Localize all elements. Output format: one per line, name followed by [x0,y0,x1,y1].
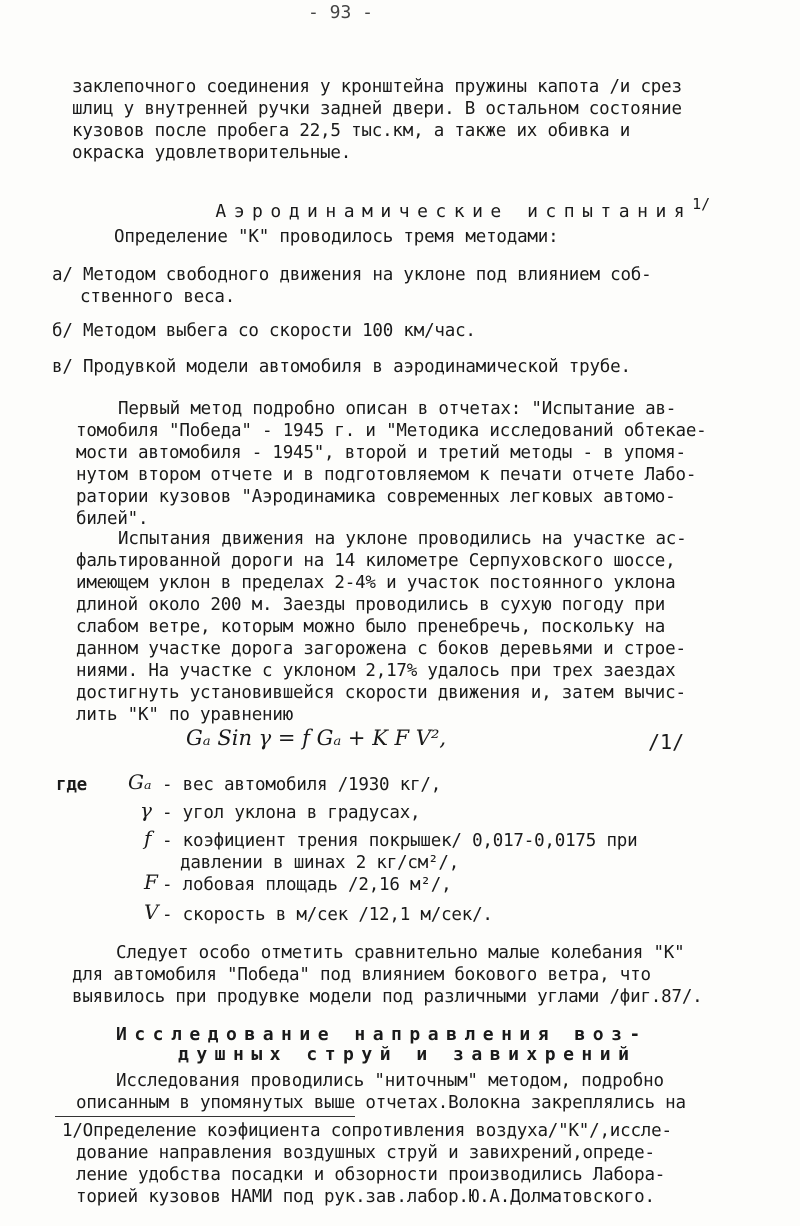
equation: Gₐ Sin γ = f Gₐ + K F V², [186,726,447,750]
footnote-line: дование направления воздушных струй и завихрений,опреде- [76,1143,655,1163]
text-line: заклепочного соединения у кронштейна пружины капота /и срез [72,77,682,97]
text-line: окраска удовлетворительные. [72,143,352,163]
footnote-line: ление удобства посадки и обзорности производились Лабора- [76,1165,666,1185]
text-line: Первый метод подробно описан в отчетах: "Испытание ав- [118,399,677,419]
method-item: ственного веса. [80,287,236,307]
footnote-divider [55,1116,355,1117]
text-line: мости автомобиля - 1945", второй и третий методы - в упомя- [76,443,686,463]
text-line: длиной около 200 м. Заезды проводились в сухую погоду при [76,595,666,615]
text-line: достигнуть установившейся скорости движения и, затем вычис- [76,683,686,703]
footnote-marker: 1/ [692,195,711,213]
text-line: лить "К" по уравнению [76,705,294,725]
text-line: билей". [76,509,149,529]
section-heading: душных струй и завихрений [178,1044,637,1065]
text-line: Испытания движения на уклоне проводились на участке ас- [118,529,687,549]
section-heading: Исследование направления воз- [116,1024,648,1045]
footnote-line: торией кузовов НАМИ под рук.зав.лабор.Ю.А.Долматовского. [76,1187,655,1207]
definition-text: - угол уклона в градусах, [162,803,421,823]
definition-text: - вес автомобиля /1930 кг/, [162,775,442,795]
text-line: нутом втором отчете и в подготовляемом к печати отчете Лабо- [76,465,697,485]
text-line: выявилось при продувке модели под различными углами /фиг.87/. [72,987,703,1007]
text-line: для автомобиля "Победа" под влиянием бокового ветра, что [72,965,651,985]
text-line: томобиля "Победа" - 1945 г. и "Методика исследований обтекае- [76,421,707,441]
symbol: γ [140,798,152,822]
definition-text: давлении в шинах 2 кг/см²/, [180,853,460,873]
equation-number: /1/ [648,730,685,754]
symbol: F [144,870,158,894]
symbol: Gₐ [128,770,152,794]
text-line: Определение "К" проводилось тремя методами: [114,227,559,247]
method-item: а/ Методом свободного движения на уклоне под влиянием соб- [52,265,652,285]
symbol: V [144,900,159,924]
definition-text: - коэфициент трения покрышек/ 0,017-0,0175 при [162,831,638,851]
text-line: ниями. На участке с уклоном 2,17% удалось при трех заездах [76,661,676,681]
definition-text: - скорость в м/сек /12,1 м/сек/. [162,905,493,925]
text-line: имеющем уклон в пределах 2-4% и участок постоянного уклона [76,573,676,593]
text-line: ратории кузовов "Аэродинамика современных легковых автомо- [76,487,676,507]
text-line: данном участке дорога загорожена с боков деревьями и строе- [76,639,686,659]
text-line: Следует особо отметить сравнительно малые колебания "К" [116,943,685,963]
text-line: фальтированной дороги на 14 километре Серпуховского шоссе, [76,551,676,571]
symbol: f [144,826,152,850]
footnote-line: 1/Определение коэфициента сопротивления воздуха/"К"/,иссле- [62,1121,672,1141]
text-line: шлиц у внутренней ручки задней двери. В остальном состояние [72,99,682,119]
text-line: Исследования проводились "ниточным" методом, подробно [116,1071,664,1091]
where-label: где [56,775,88,795]
method-item: б/ Методом выбега со скорости 100 км/час. [52,321,476,341]
text-line: описанным в упомянутых выше отчетах.Волокна закреплялись на [76,1093,686,1113]
text-line: кузовов после пробега 22,5 тыс.км, а также их обивка и [72,121,631,141]
method-item: в/ Продувкой модели автомобиля в аэродинамической трубе. [52,357,631,377]
definition-text: - лобовая площадь /2,16 м²/, [162,875,452,895]
section-heading-text: Аэродинамические испытания [215,201,693,222]
text-line: слабом ветре, которым можно было пренебречь, поскольку на [76,617,666,637]
page-number: - 93 - [308,2,374,23]
